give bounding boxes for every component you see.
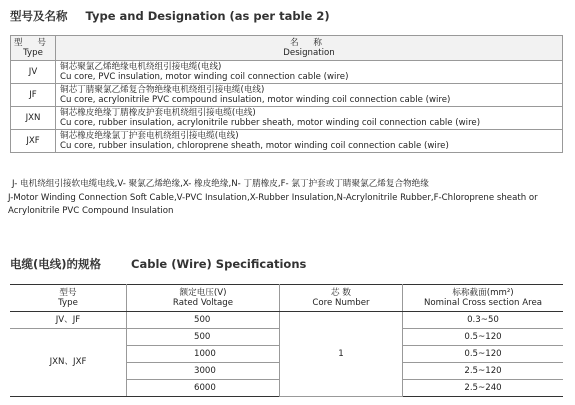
designation-cell bbox=[56, 61, 563, 84]
type-designation-table bbox=[10, 35, 563, 153]
header-core-en: Core Number bbox=[312, 298, 370, 308]
table-header-row bbox=[10, 285, 563, 312]
designation-en: Cu core, rubber insulation, acrylonitrile rubber sheath, motor winding coil connection cable (wire) bbox=[60, 118, 481, 128]
header-type-en: Type bbox=[58, 298, 78, 308]
section-title-en: Cable (Wire) Specifications bbox=[131, 257, 307, 271]
header-designation-cn: 名 称 bbox=[290, 37, 328, 48]
designation-en: Cu core, rubber insulation, chloroprene sheath, motor winding coil connection cable (wire) bbox=[60, 141, 449, 151]
header-type bbox=[11, 36, 56, 61]
header-type-en: Type bbox=[23, 48, 43, 58]
cross-section-cell: 0.5~120 bbox=[403, 346, 564, 363]
table-row bbox=[11, 107, 563, 130]
header-voltage-cn: 额定电压(V) bbox=[179, 287, 227, 298]
core-number-cell: 1 bbox=[280, 312, 403, 397]
table-row bbox=[11, 84, 563, 107]
designation-cell bbox=[56, 130, 563, 153]
designation-cn: 铜芯橡皮绝缘氯丁护套电机绕组引接电缆(电线) bbox=[60, 130, 239, 141]
specifications-table bbox=[10, 284, 563, 397]
type-code: JV bbox=[11, 61, 56, 84]
header-designation-en: Designation bbox=[283, 48, 335, 58]
type-code: JF bbox=[11, 84, 56, 107]
cross-section-cell: 2.5~120 bbox=[403, 363, 564, 380]
table-header-row bbox=[11, 36, 563, 61]
header-type-cn: 型 号 bbox=[14, 37, 52, 48]
voltage-cell: 500 bbox=[127, 329, 280, 346]
section-title-cn: 型号及名称 bbox=[10, 9, 68, 23]
abbreviation-legend-en: J-Motor Winding Connection Soft Cable,V-PVC Insulation,X-Rubber Insulation,N-Acrylonitrile Rubber,F-Chloroprene sheath or Acrylonitrile PVC Compound Insulation bbox=[8, 193, 538, 216]
table-row bbox=[11, 130, 563, 153]
header-type-cn: 型号 bbox=[59, 287, 77, 298]
cross-section-cell: 2.5~240 bbox=[403, 380, 564, 397]
header-type bbox=[10, 285, 127, 312]
header-cross-en: Nominal Cross section Area bbox=[423, 298, 543, 308]
header-core-cn: 芯 数 bbox=[331, 287, 351, 298]
designation-cell bbox=[56, 107, 563, 130]
type-code: JXN bbox=[11, 107, 56, 130]
header-cross-cn: 标称截面(mm²) bbox=[452, 287, 514, 298]
header-cross-section bbox=[403, 285, 564, 312]
section-title-en: Type and Designation (as per table 2) bbox=[85, 9, 330, 23]
cross-section-cell: 0.3~50 bbox=[403, 312, 564, 329]
type-code: JXF bbox=[11, 130, 56, 153]
voltage-cell: 500 bbox=[127, 312, 280, 329]
type-cell: JV、JF bbox=[10, 312, 127, 329]
abbreviation-legend-cn: J- 电机绕组引接软电缆电线,V- 聚氯乙烯绝缘,X- 橡皮绝缘,N- 丁腈橡皮,F- 氯丁护套或丁睛聚氯乙烯复合物绝缘 bbox=[12, 179, 429, 189]
designation-cell bbox=[56, 84, 563, 107]
header-core-number bbox=[280, 285, 403, 312]
table-row bbox=[11, 61, 563, 84]
section-title-specifications bbox=[10, 256, 306, 272]
designation-en: Cu core, acrylonitrile PVC compound insulation, motor winding coil connection cable (wire) bbox=[60, 95, 451, 105]
cross-section-cell: 0.5~120 bbox=[403, 329, 564, 346]
header-voltage-en: Rated Voltage bbox=[172, 298, 234, 308]
voltage-cell: 3000 bbox=[127, 363, 280, 380]
table-row bbox=[10, 312, 563, 329]
header-rated-voltage bbox=[127, 285, 280, 312]
header-designation bbox=[56, 36, 563, 61]
designation-cn: 铜芯橡皮绝缘丁腈橡皮护套电机绕组引接电缆(电线) bbox=[60, 107, 256, 118]
voltage-cell: 1000 bbox=[127, 346, 280, 363]
designation-cn: 铜芯聚氯乙烯绝缘电机绕组引接电缆(电线) bbox=[60, 61, 222, 72]
voltage-cell: 6000 bbox=[127, 380, 280, 397]
designation-en: Cu core, PVC insulation, motor winding coil connection cable (wire) bbox=[60, 72, 349, 82]
section-title-type-designation bbox=[10, 8, 330, 24]
designation-cn: 铜芯丁腈聚氯乙烯复合物绝缘电机绕组引接电缆(电线) bbox=[60, 84, 265, 95]
type-cell: JXN、JXF bbox=[10, 329, 127, 397]
section-title-cn: 电缆(电线)的规格 bbox=[10, 257, 102, 271]
